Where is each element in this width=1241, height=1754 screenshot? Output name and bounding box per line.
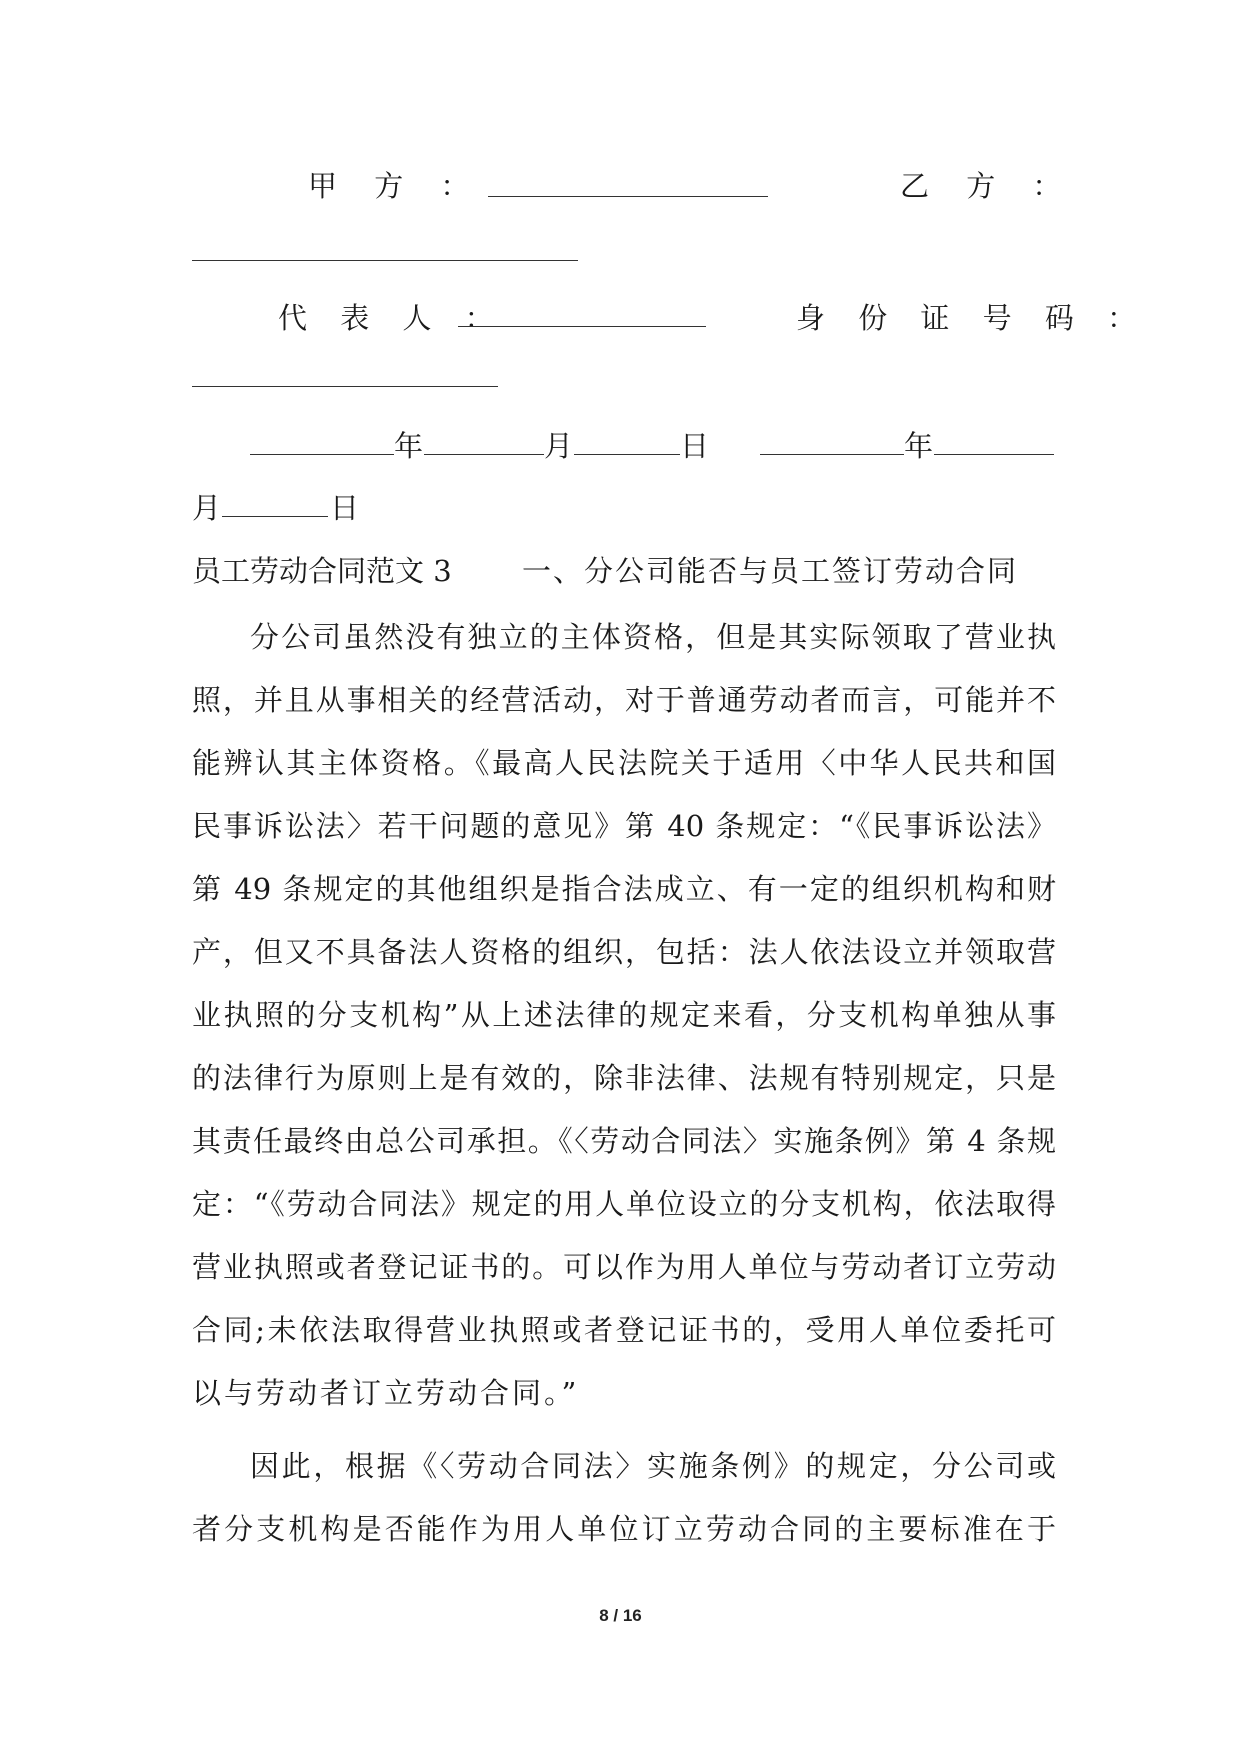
date-b-day-label: 日 bbox=[330, 491, 360, 525]
date-a-month-label: 月 bbox=[544, 429, 574, 463]
page-number: 8 / 16 bbox=[599, 1606, 642, 1625]
paragraph-line: 因此，根据《〈劳动合同法〉实施条例》的规定，分公司或 bbox=[250, 1449, 1056, 1483]
paragraph-line: 业执照的分支机构”从上述法律的规定来看，分支机构单独从事 bbox=[192, 998, 1056, 1032]
paragraph-line: 能辨认其主体资格。《最高人民法院关于适用〈中华人民共和国 bbox=[192, 746, 1056, 780]
party-b-blank bbox=[192, 234, 578, 261]
date-a-year-label: 年 bbox=[394, 429, 424, 463]
paragraph-line: 者分支机构是否能作为用人单位订立劳动合同的主要标准在于 bbox=[192, 1512, 1056, 1546]
paragraph-line: 以与劳动者订立劳动合同。” bbox=[192, 1376, 580, 1410]
date-a-day-blank bbox=[574, 428, 680, 455]
date-b-month-blank bbox=[934, 428, 1054, 455]
id-number-label: 身 份 证 号 码 ： bbox=[796, 301, 1149, 335]
party-a-label: 甲 方 ： bbox=[308, 169, 484, 203]
date-b-year-label: 年 bbox=[904, 429, 934, 463]
id-number-blank bbox=[192, 360, 498, 387]
paragraph-line: 的法律行为原则上是有效的，除非法律、法规有特别规定，只是 bbox=[192, 1061, 1056, 1095]
section-heading: 一、分公司能否与员工签订劳动合同 bbox=[522, 554, 1019, 588]
date-b-month-label: 月 bbox=[192, 491, 222, 525]
paragraph-line: 其责任最终由总公司承担。《〈劳动合同法〉实施条例》第 4 条规 bbox=[192, 1124, 1056, 1158]
paragraph-line: 民事诉讼法〉若干问题的意见》第 40 条规定：“《民事诉讼法》 bbox=[192, 809, 1056, 843]
date-a-day-label: 日 bbox=[680, 429, 710, 463]
representative-label: 代 表 人 ： bbox=[278, 301, 506, 335]
paragraph-line: 分公司虽然没有独立的主体资格，但是其实际领取了营业执 bbox=[250, 620, 1056, 654]
paragraph-line: 照，并且从事相关的经营活动，对于普通劳动者而言，可能并不 bbox=[192, 683, 1056, 717]
party-b-label: 乙 方 ： bbox=[900, 169, 1076, 203]
paragraph-line: 营业执照或者登记证书的。可以作为用人单位与劳动者订立劳动 bbox=[192, 1250, 1056, 1284]
date-a-month-blank bbox=[424, 428, 544, 455]
paragraph-line: 合同;未依法取得营业执照或者登记证书的，受用人单位委托可 bbox=[192, 1313, 1056, 1347]
paragraph-line: 产，但又不具备法人资格的组织，包括：法人依法设立并领取营 bbox=[192, 935, 1056, 969]
date-b-year-blank bbox=[760, 428, 904, 455]
article-title: 员工劳动合同范文 3 bbox=[192, 554, 452, 588]
paragraph-line: 定：“《劳动合同法》规定的用人单位设立的分支机构，依法取得 bbox=[192, 1187, 1056, 1221]
paragraph-line: 第 49 条规定的其他组织是指合法成立、有一定的组织机构和财 bbox=[192, 872, 1056, 906]
representative-blank bbox=[458, 300, 706, 327]
date-a-year-blank bbox=[250, 428, 394, 455]
party-a-blank bbox=[488, 170, 768, 197]
date-b-day-blank bbox=[222, 490, 328, 517]
